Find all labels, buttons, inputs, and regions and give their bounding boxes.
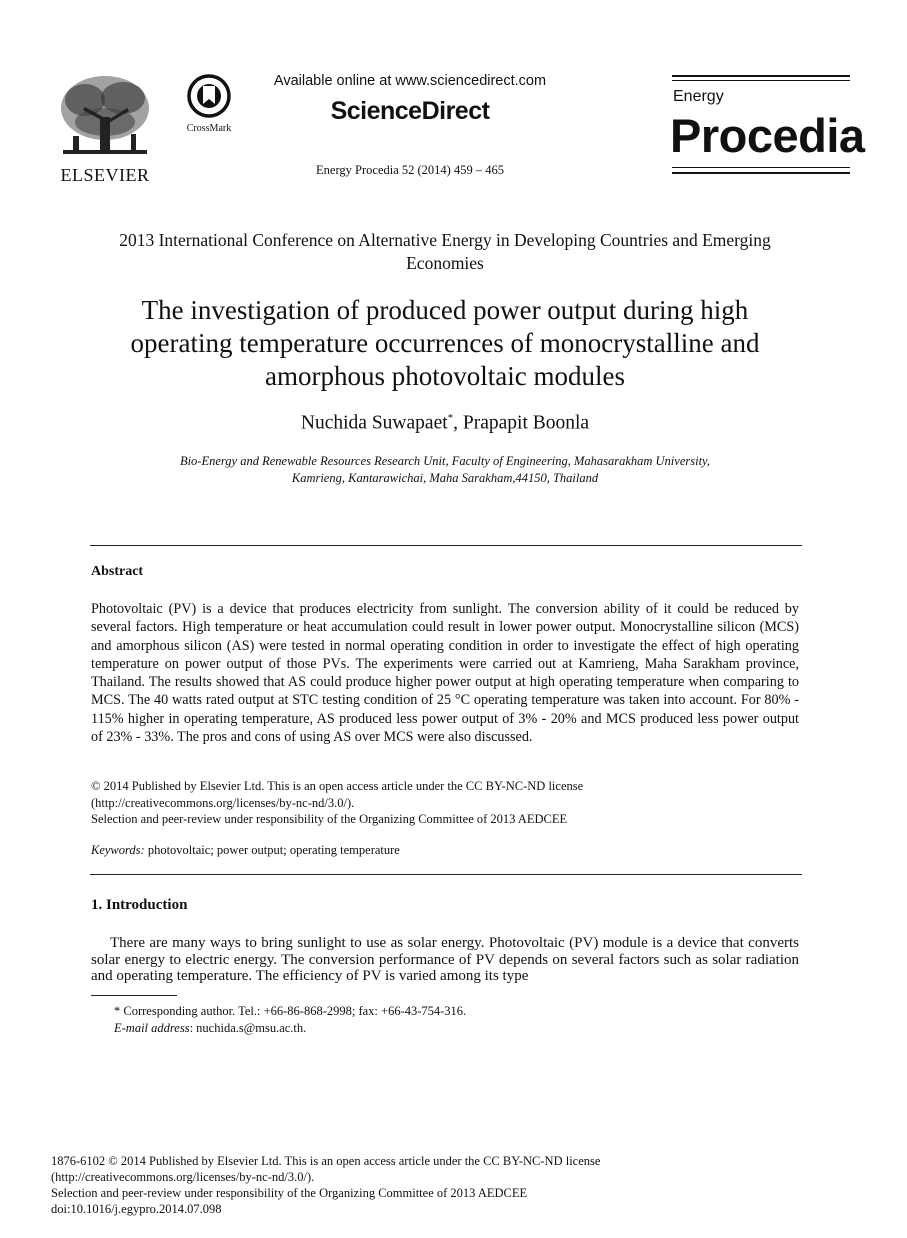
introduction-body: There are many ways to bring sunlight to use as solar energy. Photovoltaic (PV) module is a device that converts solar energy to electric energy. The conversion performance of PV depends on several factors such as solar radiation and operating temperature. The efficiency of PV is varied among its type [91, 935, 799, 984]
journal-logo-rule [672, 75, 850, 77]
elsevier-logo [55, 72, 155, 185]
abstract-heading: Abstract [91, 564, 144, 579]
journal-logo-energy: Energy [673, 88, 724, 105]
email-address[interactable]: : nuchida.s@msu.ac.th. [189, 1021, 307, 1035]
crossmark-label: CrossMark [186, 123, 232, 134]
elsevier-tree-icon [55, 72, 155, 160]
paper-title: The investigation of produced power output during high operating temperature occurrences of monocrystalline and amorphous photovoltaic modules [130, 295, 760, 391]
introduction-heading: 1. Introduction [91, 897, 188, 913]
email-label: E-mail address [114, 1021, 190, 1035]
license-line: © 2014 Published by Elsevier Ltd. This is an open access article under the CC BY-NC-ND license [91, 779, 584, 793]
section-divider [90, 874, 802, 875]
abstract-body: Photovoltaic (PV) is a device that produces electricity from sunlight. The conversion ability of it could be reduced by several factors. High temperature or heat accumulation could result in lower power output. Monocrystalline silicon (MCS) and amorphous silicon (AS) were tested in normal operating condition in order to investigate the effect of high operating temperature on power output of those PVs. The experiments were carried out at Kamrieng, Maha Sarakham province, Thailand. The results showed that AS could produce higher power output at high operating temperature when comparing to MCS. The 40 watts rated output at STC testing condition of 25 °C operating temperature was taken into account. For 80% - 115% higher in operating temperature, AS produced less power output of 3% - 20% and MCS produced less power output of 23% - 33%. The pros and cons of using AS over MCS were also discussed. [91, 601, 799, 746]
crossmark-icon [178, 74, 240, 118]
affiliation [110, 453, 780, 487]
footer-peer-review: Selection and peer-review under responsibility of the Organizing Committee of 2013 AEDCEE [51, 1186, 528, 1200]
footer-doi[interactable]: doi:10.1016/j.egypro.2014.07.098 [51, 1202, 222, 1216]
affiliation-line: Bio-Energy and Renewable Resources Research Unit, Faculty of Engineering, Mahasarakham University, [179, 454, 711, 468]
publisher-name: ELSEVIER [60, 165, 150, 185]
section-divider [90, 545, 802, 546]
author-name: Nuchida Suwapaet [300, 412, 448, 434]
affiliation-line: Kamrieng, Kantarawichai, Maha Sarakham,44150, Thailand [291, 471, 599, 485]
keywords-list: photovoltaic; power output; operating temperature [144, 843, 400, 857]
footnote-divider [91, 995, 177, 996]
author-separator: , [453, 412, 463, 434]
corresponding-author-mark: * [447, 412, 454, 424]
conference-name: 2013 International Conference on Alternative Energy in Developing Countries and Emerging Economies [119, 230, 771, 273]
license-link[interactable]: (http://creativecommons.org/licenses/by-nc-nd/3.0/). [91, 795, 355, 810]
keywords [91, 843, 799, 858]
peer-review-line: Selection and peer-review under responsibility of the Organizing Committee of 2013 AEDCEE [91, 812, 568, 826]
journal-logo-rule [672, 80, 850, 81]
journal-citation: Energy Procedia 52 (2014) 459 – 465 [316, 163, 504, 177]
page-footer [51, 1153, 851, 1217]
author-list [90, 412, 800, 435]
keywords-label: Keywords: [91, 843, 145, 857]
footer-license-link[interactable]: (http://creativecommons.org/licenses/by-nc-nd/3.0/). [51, 1170, 315, 1184]
journal-logo-rule [672, 167, 850, 168]
email-line [114, 1020, 794, 1037]
corresponding-author-note: * Corresponding author. Tel.: +66-86-868-2998; fax: +66-43-754-316. [114, 1004, 467, 1018]
footer-issn-line: 1876-6102 © 2014 Published by Elsevier Ltd. This is an open access article under the CC BY-NC-ND license [51, 1154, 601, 1168]
license-notice [91, 778, 799, 828]
footnote [114, 1003, 794, 1037]
sciencedirect-logo-text: ScienceDirect [330, 97, 490, 125]
crossmark-logo[interactable] [178, 74, 240, 134]
journal-logo-rule [672, 172, 850, 174]
journal-logo-procedia: Procedia [670, 109, 865, 162]
available-online-text: Available online at www.sciencedirect.com [273, 73, 547, 89]
author-name: Prapapit Boonla [462, 412, 590, 434]
